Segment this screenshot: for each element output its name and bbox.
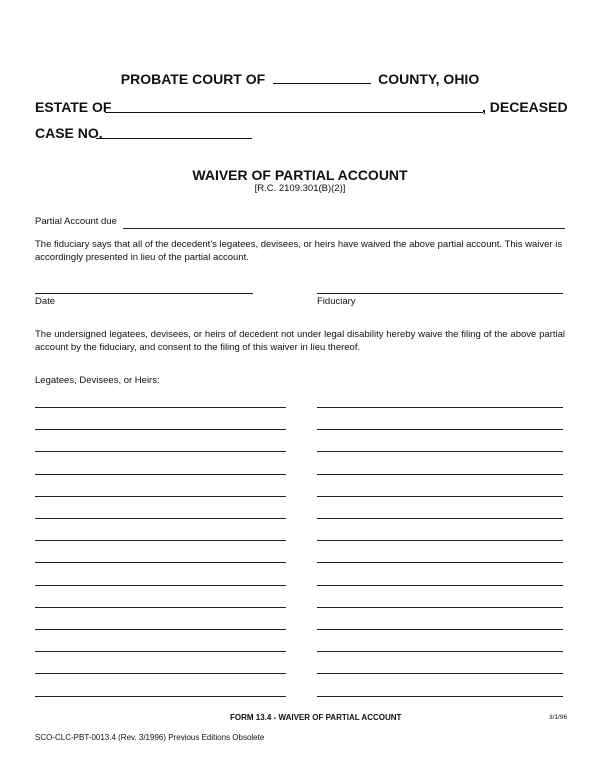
signer-line-right[interactable] <box>317 651 563 652</box>
estate-name-field[interactable] <box>105 112 483 113</box>
signer-line-right[interactable] <box>317 696 563 697</box>
signer-line-right[interactable] <box>317 629 563 630</box>
court-header <box>0 70 600 89</box>
waiver-statement: The undersigned legatees, devisees, or heirs of decedent not under legal disability hereby waive the filing of the above partial account by the fiduciary, and consent to the filing of this waiver in lieu thereof. <box>35 329 565 353</box>
signer-line-left[interactable] <box>35 607 286 608</box>
partial-account-field[interactable] <box>123 228 565 229</box>
date-label: Date <box>35 296 56 307</box>
signer-line-left[interactable] <box>35 651 286 652</box>
signer-line-left[interactable] <box>35 585 286 586</box>
signer-line-left[interactable] <box>35 474 286 475</box>
signer-line-left[interactable] <box>35 629 286 630</box>
signer-line-right[interactable] <box>317 451 563 452</box>
footer-form-number: SCO-CLC-PBT-0013.4 (Rev. 3/1996) Previous Editions Obsolete <box>35 733 265 742</box>
court-prefix: PROBATE COURT OF <box>120 71 266 87</box>
fiduciary-statement: The fiduciary says that all of the decedent's legatees, devisees, or heirs have waived the above partial account. This waiver is accordingly presented in lieu of the partial account. <box>35 239 563 263</box>
signer-line-right[interactable] <box>317 496 563 497</box>
signer-line-right[interactable] <box>317 474 563 475</box>
footer-form-title: FORM 13.4 - WAIVER OF PARTIAL ACCOUNT <box>230 713 402 722</box>
deceased-label: , DECEASED <box>482 99 568 115</box>
form-title: WAIVER OF PARTIAL ACCOUNT <box>192 167 408 183</box>
partial-account-label: Partial Account due <box>35 216 117 227</box>
case-number-field[interactable] <box>96 138 252 139</box>
estate-label: ESTATE OF <box>35 99 112 115</box>
signer-line-right[interactable] <box>317 518 563 519</box>
statute-reference: [R.C. 2109.301(B)(2)] <box>254 183 346 194</box>
signer-line-left[interactable] <box>35 451 286 452</box>
signer-line-right[interactable] <box>317 429 563 430</box>
signer-line-left[interactable] <box>35 429 286 430</box>
fiduciary-label: Fiduciary <box>317 296 356 307</box>
signer-line-left[interactable] <box>35 540 286 541</box>
fiduciary-signature-line[interactable] <box>317 293 563 294</box>
case-number-label: CASE NO. <box>35 125 103 141</box>
signer-line-left[interactable] <box>35 518 286 519</box>
signer-line-right[interactable] <box>317 540 563 541</box>
signer-line-right[interactable] <box>317 607 563 608</box>
signer-line-left[interactable] <box>35 496 286 497</box>
signer-line-left[interactable] <box>35 562 286 563</box>
signers-label: Legatees, Devisees, or Heirs: <box>35 375 160 386</box>
signer-line-right[interactable] <box>317 407 563 408</box>
signer-line-left[interactable] <box>35 696 286 697</box>
court-suffix: COUNTY, OHIO <box>378 71 480 87</box>
signer-line-right[interactable] <box>317 562 563 563</box>
date-line[interactable] <box>35 293 253 294</box>
signer-line-right[interactable] <box>317 673 563 674</box>
footer-date-code: 3/1/96 <box>549 714 568 721</box>
signer-line-left[interactable] <box>35 673 286 674</box>
signer-line-right[interactable] <box>317 585 563 586</box>
signer-line-left[interactable] <box>35 407 286 408</box>
county-field[interactable] <box>273 70 371 84</box>
